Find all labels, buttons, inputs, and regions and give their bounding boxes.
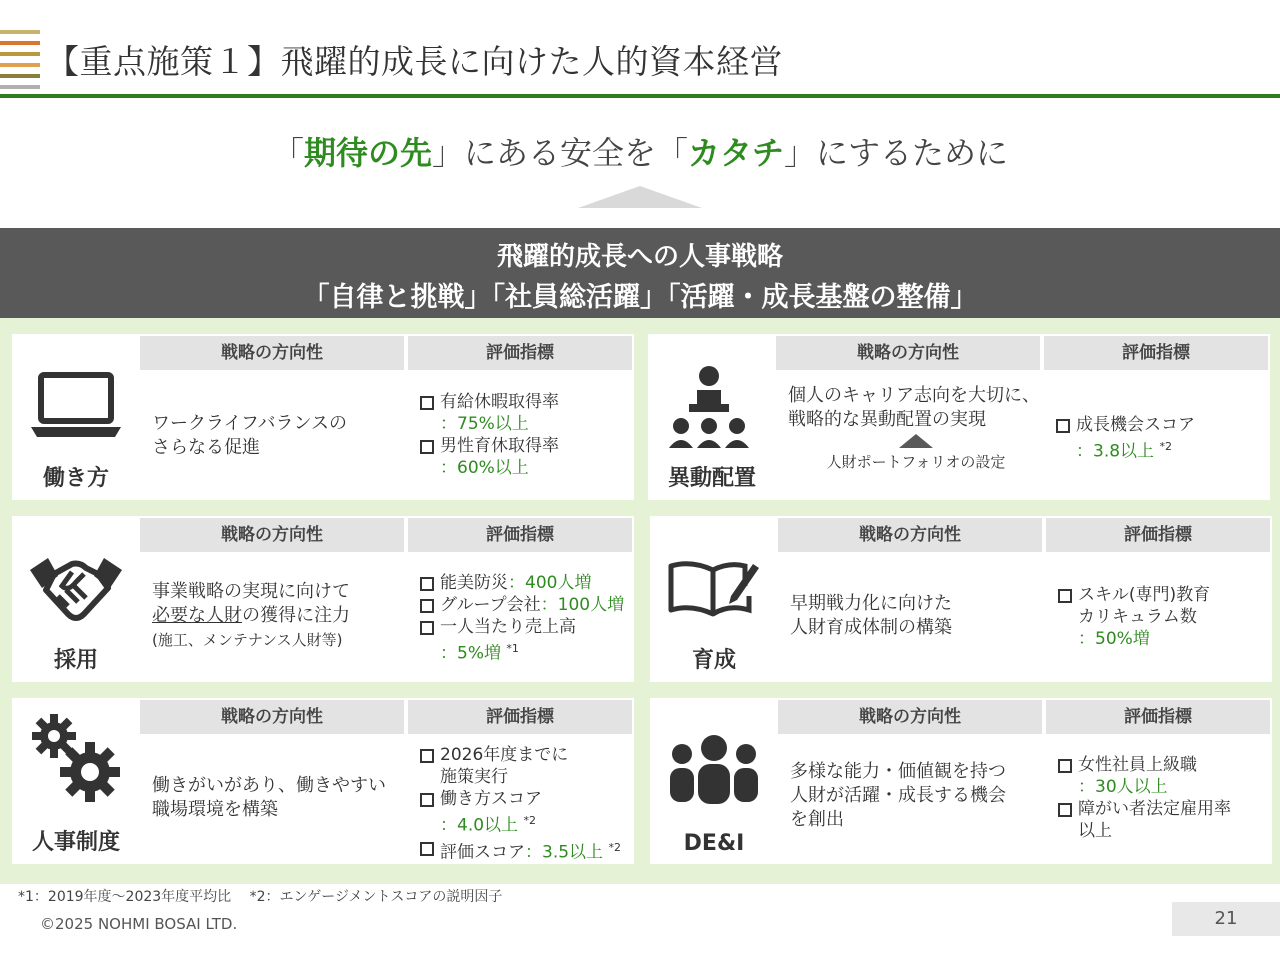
kpi-label: 有給休暇取得率 (440, 392, 559, 412)
kpi-value: ：400人増 (508, 573, 592, 593)
direction-line: 早期戦力化に向けた (790, 593, 952, 614)
tagline-highlight-2: カタチ (688, 134, 785, 172)
kpi-item (418, 572, 634, 594)
kpi-list (418, 572, 634, 665)
portfolio-note: 人財ポートフォリオの設定 (826, 453, 1006, 471)
kpi-item (1056, 754, 1272, 798)
kpi-item (1056, 584, 1272, 650)
direction-line: 人財育成体制の構築 (790, 617, 952, 638)
strategy-direction (788, 384, 1044, 474)
kpi-label: 以上 (1078, 821, 1112, 841)
kpi-label: 障がい者法定雇用率 (1078, 799, 1231, 819)
category-label: 採用 (53, 648, 98, 673)
kpi-item (418, 391, 634, 435)
direction-line: 職場環境を構築 (152, 799, 278, 820)
title-divider (0, 94, 1280, 98)
kpi-value: ：100人増 (540, 595, 625, 615)
kpi-list (1056, 754, 1272, 842)
up-arrow (578, 186, 702, 208)
footnote-ref: *2 (1159, 440, 1172, 453)
kpi-value: ：60%以上 (440, 458, 529, 478)
direction-line: 多様な能力・価値観を持つ (790, 761, 1006, 782)
direction-header: 戦略の方向性 (778, 518, 1042, 552)
icon-column (12, 516, 140, 682)
tagline-text-3: 」にするために (784, 134, 1009, 172)
card-ido-haichi (648, 334, 1270, 500)
strategy-direction (790, 760, 1040, 832)
kpi-label: 女性社員上級職 (1078, 755, 1197, 775)
direction-line: 個人のキャリア志向を大切に、 (788, 385, 1040, 406)
tagline-text-2: 」にある安全を「 (431, 134, 688, 172)
small-up-arrow (899, 434, 933, 448)
direction-note: (施工、メンテナンス人財等) (152, 631, 343, 649)
category-label: 育成 (691, 648, 736, 673)
kpi-label: 一人当たり売上高 (440, 617, 576, 637)
card-dei (650, 698, 1272, 864)
icon-column (12, 698, 140, 864)
strategy-direction (790, 592, 1040, 640)
book-icon (664, 538, 764, 638)
footnote-ref: *2 (523, 814, 536, 827)
category-label: 働き方 (42, 466, 109, 491)
category-label: 異動配置 (667, 466, 756, 491)
kpi-item (418, 594, 634, 616)
direction-text: の獲得に注力 (242, 605, 350, 626)
direction-line: さらなる促進 (152, 437, 260, 458)
strategy-direction (152, 580, 402, 652)
presentation-icon (662, 356, 762, 456)
icon-column (12, 334, 140, 500)
kpi-item (418, 788, 634, 837)
direction-line: ワークライフバランスの (152, 413, 347, 434)
people-group-icon (664, 720, 764, 820)
kpi-value: ：75%以上 (440, 414, 529, 434)
kpi-list (418, 391, 634, 479)
kpi-item (1056, 798, 1272, 842)
strategy-direction (152, 412, 402, 460)
kpi-label: カリキュラム数 (1078, 607, 1197, 627)
footnote-ref: *2 (608, 840, 621, 854)
direction-header: 戦略の方向性 (776, 336, 1040, 370)
page-title: 【重点施策１】飛躍的成長に向けた人的資本経営 (46, 42, 783, 81)
tagline-highlight-1: 期待の先 (303, 134, 432, 172)
kpi-value: ：4.0以上 (440, 815, 519, 836)
evaluation-header: 評価指標 (1046, 518, 1270, 552)
evaluation-header: 評価指標 (1044, 336, 1268, 370)
direction-line: を創出 (790, 809, 844, 830)
direction-header: 戦略の方向性 (140, 336, 404, 370)
card-saiyo (12, 516, 634, 682)
kpi-label: 成長機会スコア (1076, 415, 1195, 435)
card-ikusei (650, 516, 1272, 682)
kpi-label: 働き方スコア (440, 789, 542, 809)
kpi-label: 男性育休取得率 (440, 436, 559, 456)
kpi-item (418, 837, 634, 864)
evaluation-header: 評価指標 (408, 700, 632, 734)
footnote: *1：2019年度～2023年度平均比 *2：エンゲージメントスコアの説明因子 (18, 889, 503, 905)
kpi-item (418, 616, 634, 665)
handshake-icon (26, 538, 126, 638)
kpi-label: 施策実行 (440, 767, 508, 787)
kpi-label: 能美防災 (440, 573, 508, 593)
copyright: ©2025 NOHMI BOSAI LTD. (40, 915, 238, 933)
gears-icon (26, 708, 126, 808)
direction-header: 戦略の方向性 (140, 700, 404, 734)
direction-header: 戦略の方向性 (778, 700, 1042, 734)
direction-line: 戦略的な異動配置の実現 (788, 409, 986, 430)
title-decoration-bars (0, 30, 40, 96)
direction-line: 事業戦略の実現に向けて (152, 581, 350, 602)
icon-column (648, 334, 776, 500)
banner-line-1: 飛躍的成長への人事戦略 (496, 242, 783, 272)
direction-header: 戦略の方向性 (140, 518, 404, 552)
kpi-list (418, 744, 634, 863)
card-jinji-seido (12, 698, 634, 864)
kpi-value: ：3.8以上 (1076, 441, 1155, 462)
card-hatarakikata (12, 334, 634, 500)
tagline (0, 128, 1280, 174)
kpi-label: スキル(専門)教育 (1078, 585, 1211, 605)
tagline-text-1: 「 (271, 134, 304, 172)
direction-line: 働きがいがあり、働きやすい (152, 775, 386, 796)
kpi-list (1056, 584, 1272, 650)
kpi-item (1054, 414, 1270, 463)
kpi-value: ：5%増 (440, 643, 501, 664)
kpi-list (1054, 414, 1270, 463)
kpi-value: ：50%増 (1078, 629, 1150, 649)
category-label: DE&I (683, 831, 745, 856)
banner-line-2: 「自律と挑戦」「社員総活躍」「活躍・成長基盤の整備」 (302, 282, 978, 313)
kpi-item (418, 744, 634, 788)
footnote-ref: *1 (506, 642, 519, 655)
icon-column (650, 516, 778, 682)
evaluation-header: 評価指標 (408, 518, 632, 552)
strategy-banner (0, 228, 1280, 318)
strategy-direction (152, 774, 402, 822)
kpi-value: ：30人以上 (1078, 777, 1168, 797)
kpi-value: ：3.5以上 (525, 842, 604, 863)
evaluation-header: 評価指標 (1046, 700, 1270, 734)
kpi-label: 評価スコア (440, 842, 525, 863)
direction-line: 人財が活躍・成長する機会 (790, 785, 1006, 806)
kpi-item (418, 435, 634, 479)
evaluation-header: 評価指標 (408, 336, 632, 370)
icon-column (650, 698, 778, 864)
kpi-label: 2026年度までに (440, 745, 569, 765)
laptop-icon (26, 356, 126, 456)
kpi-label: グループ会社 (440, 595, 541, 615)
page-number: 21 (1172, 902, 1280, 936)
direction-line (152, 604, 402, 628)
category-label: 人事制度 (31, 830, 120, 855)
direction-underlined: 必要な人財 (152, 605, 242, 626)
